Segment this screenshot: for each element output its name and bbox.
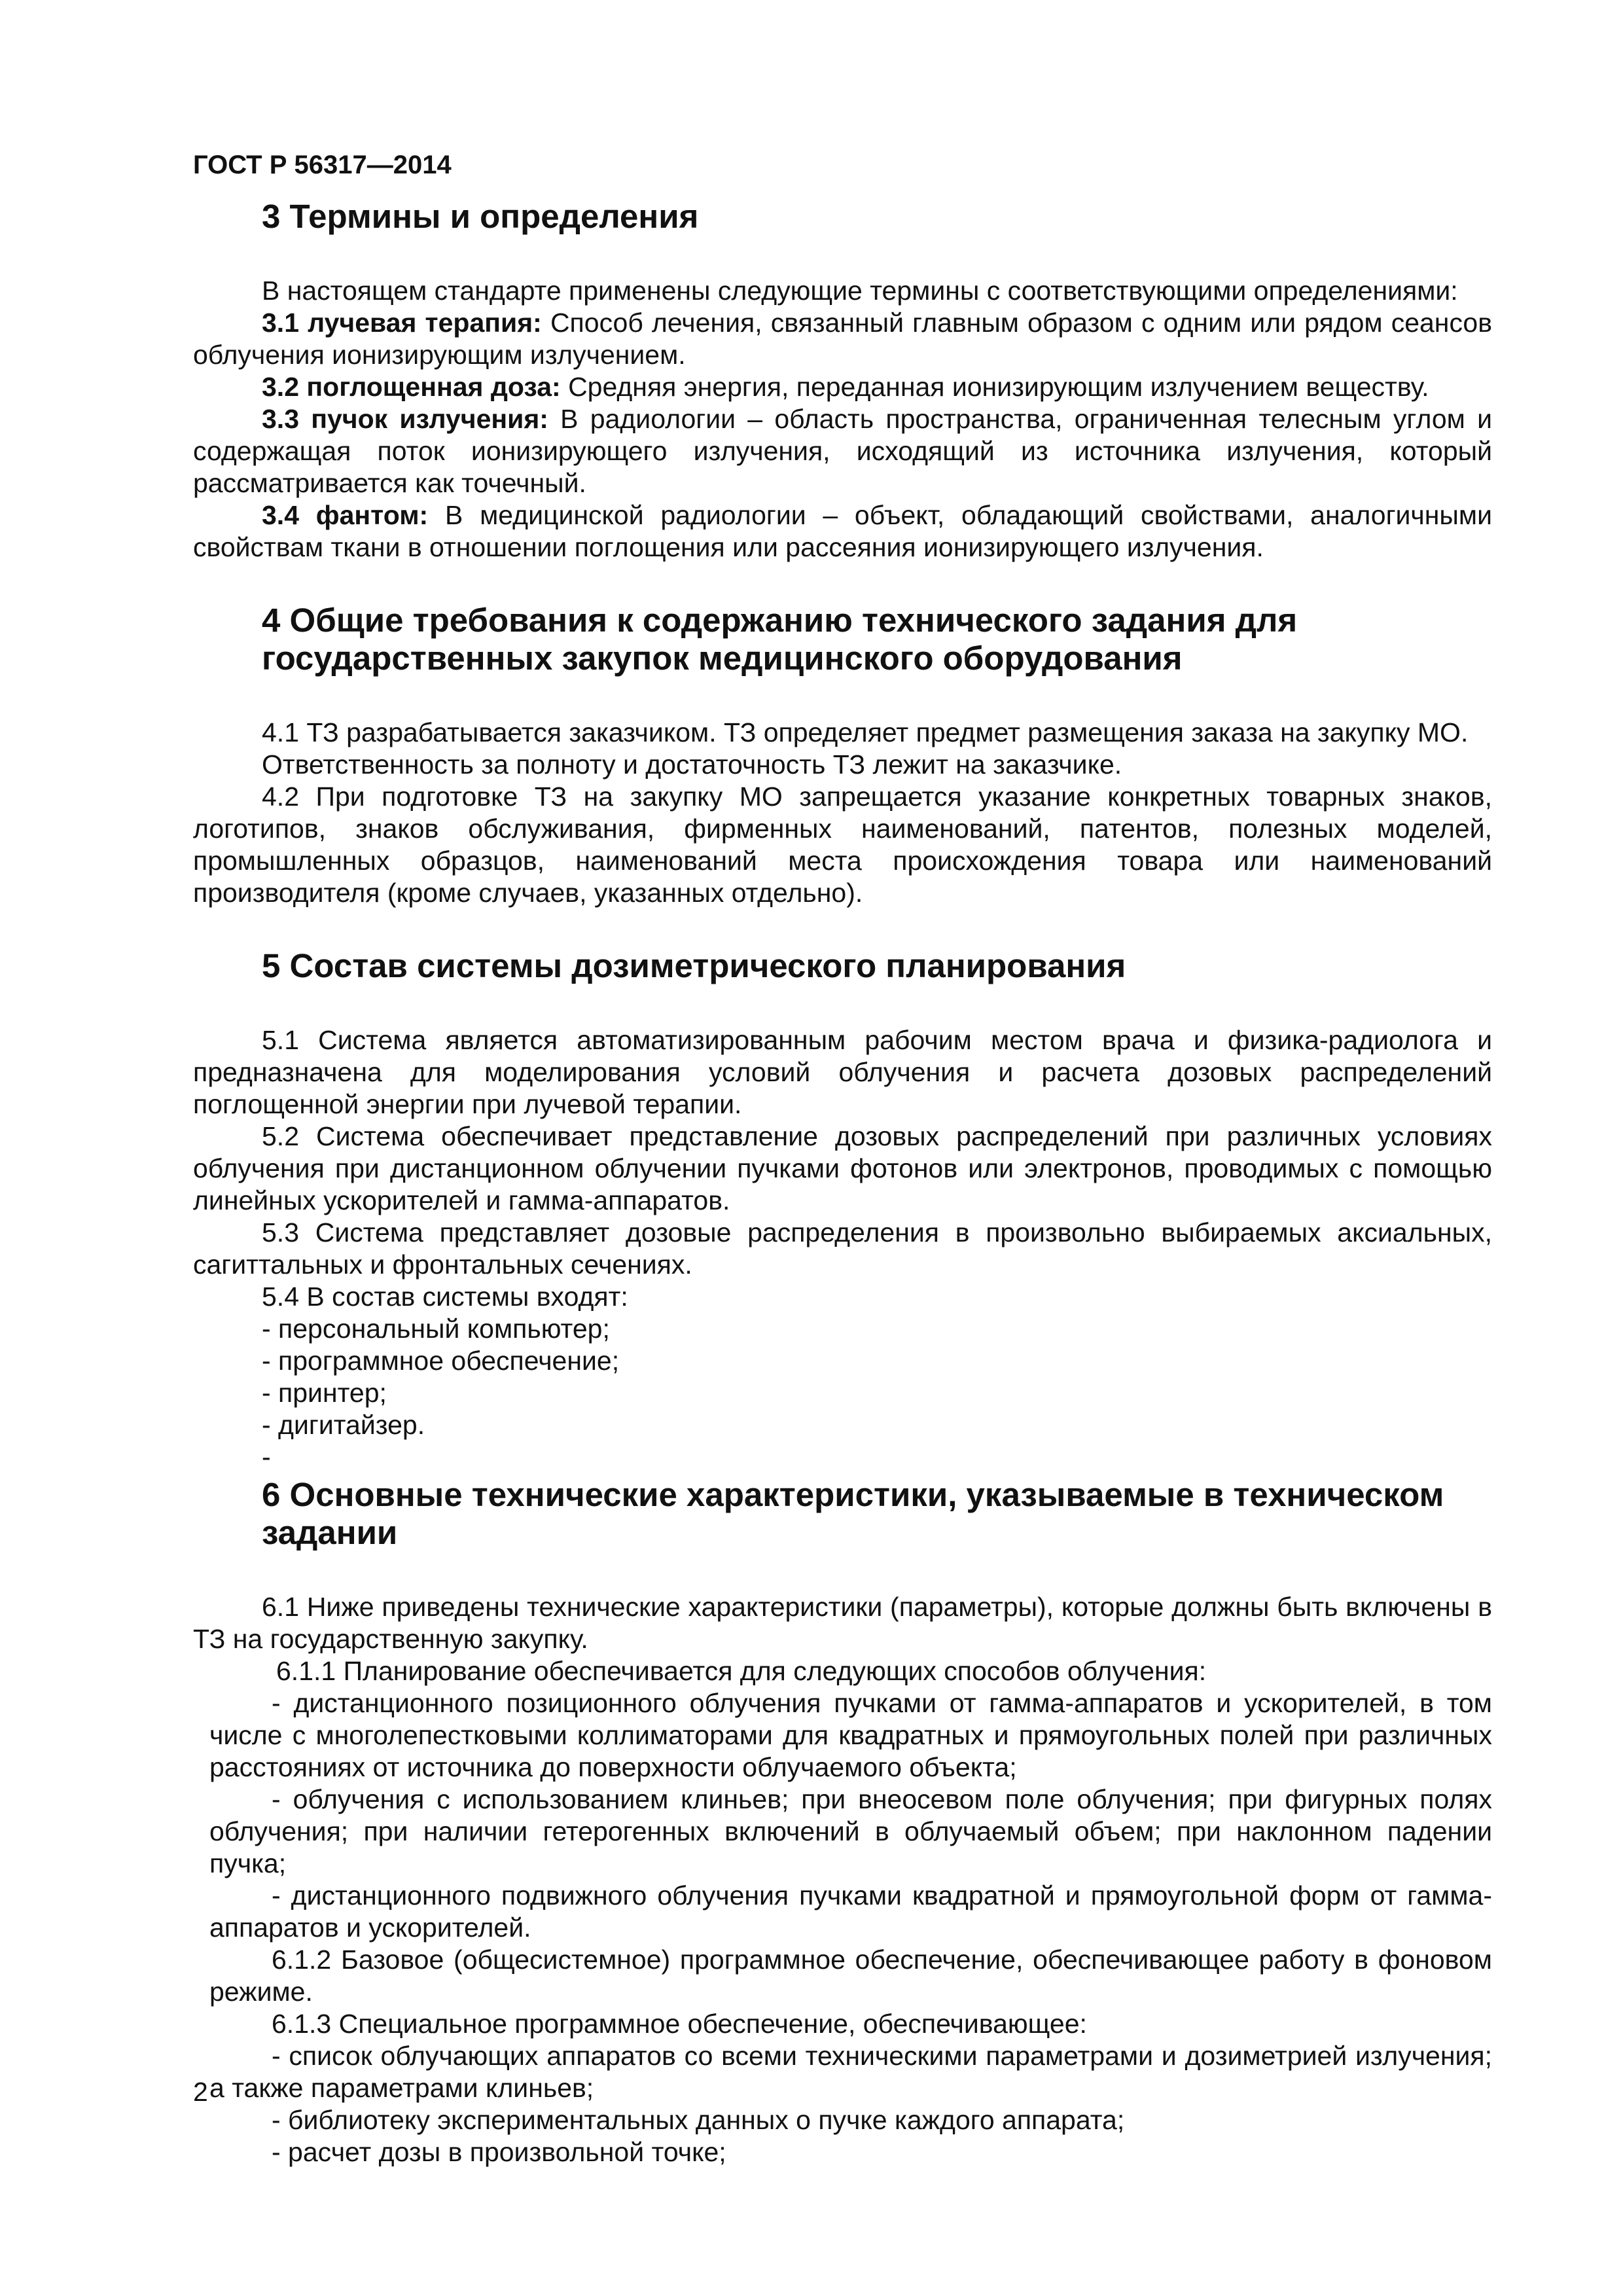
section-3-title: 3 Термины и определения — [262, 198, 699, 235]
list-item: - — [262, 1442, 271, 1472]
term-3-4 — [193, 499, 1492, 564]
clause-6-1-3: 6.1.3 Специальное программное обеспечение, обеспечивающее: — [272, 2009, 1087, 2039]
section-3-intro: В настоящем стандарте применены следующие термины с соответствующими определениями: — [262, 276, 1458, 306]
document-header: ГОСТ Р 56317—2014 — [193, 151, 452, 179]
clause-6-1-1: 6.1.1 Планирование обеспечивается для следующих способов облучения: — [276, 1656, 1207, 1686]
term-3-1 — [193, 307, 1492, 371]
section-6-title: 6 Основные технические характеристики, указываемые в техническом задании — [262, 1476, 1444, 1551]
clause-6-1-1-dash-2: - облучения с использованием клиньев; при внеосевом поле облучения; при фигурных полях облучения; при наличии гетерогенных включений в облучаемый объем; при наклонном падении пучка; — [209, 1784, 1492, 1878]
clause-5-4: 5.4 В состав системы входят: — [262, 1282, 628, 1312]
section-4-title: 4 Общие требования к содержанию технического задания для государственных закупок медицинского оборудования — [262, 601, 1298, 677]
term-3-4-text: В медицинской радиологии – объект, обладающий свойствами, аналогичными свойствам ткани в отношении поглощения или рассеяния ионизирующего излучения. — [193, 500, 1492, 562]
clause-4-1: 4.1 ТЗ разрабатывается заказчиком. ТЗ определяет предмет размещения заказа на закупку МО. — [262, 717, 1469, 747]
clause-6-1-3-dash-3: - расчет дозы в произвольной точке; — [272, 2137, 726, 2167]
clause-5-1: 5.1 Система является автоматизированным рабочим местом врача и физика-радиолога и предназначена для моделирования условий облучения и расчета дозовых распределений поглощенной энергии при лучевой терапии. — [193, 1025, 1492, 1119]
clause-5-2: 5.2 Система обеспечивает представление дозовых распределений при различных условиях облучения при дистанционном облучении пучками фотонов или электронов, проводимых с помощью линейных ускорителей и гамма-аппаратов. — [193, 1121, 1492, 1215]
clause-6-1-2: 6.1.2 Базовое (общесистемное) программное обеспечение, обеспечивающее работу в фоновом режиме. — [209, 1945, 1492, 2007]
clause-6-1-3-dash-1: - список облучающих аппаратов со всеми техническими параметрами и дозиметрией излучения; а также параметрами клиньев; — [209, 2041, 1492, 2103]
clause-5-3: 5.3 Система представляет дозовые распределения в произвольно выбираемых аксиальных, сагиттальных и фронтальных сечениях. — [193, 1217, 1492, 1280]
term-3-3-label: 3.3 пучок излучения: — [262, 404, 548, 434]
section-5-title: 5 Состав системы дозиметрического планирования — [262, 947, 1126, 984]
clause-6-1-3-dash-2: - библиотеку экспериментальных данных о пучке каждого аппарата; — [272, 2105, 1125, 2135]
term-3-4-label: 3.4 фантом: — [262, 500, 429, 530]
term-3-3-text: В радиологии – область пространства, ограниченная телесным углом и содержащая поток ионизирующего излучения, исходящий из источника излучения, который рассматривается как точечный. — [193, 404, 1492, 498]
list-item: - дигитайзер. — [262, 1410, 425, 1440]
term-3-1-label: 3.1 лучевая терапия: — [262, 308, 542, 338]
clause-4-2: 4.2 При подготовке ТЗ на закупку МО запрещается указание конкретных товарных знаков, логотипов, знаков обслуживания, фирменных наименований, патентов, полезных моделей, промышленных образцов, наименований места происхождения товара или наименований производителя (кроме случаев, указанных отдельно). — [193, 781, 1492, 908]
clause-6-1: 6.1 Ниже приведены технические характеристики (параметры), которые должны быть включены в ТЗ на государственную закупку. — [193, 1592, 1492, 1654]
clause-6-1-1-dash-3: - дистанционного подвижного облучения пучками квадратной и прямоугольной форм от гамма-аппаратов и ускорителей. — [209, 1880, 1492, 1943]
clause-6-1-1-dash-1: - дистанционного позиционного облучения пучками от гамма-аппаратов и ускорителей, в том числе с многолепестковыми коллиматорами для квадратных и прямоугольных полей при различных расстояниях от источника до поверхности облучаемого объекта; — [209, 1688, 1492, 1782]
term-3-2-text: Средняя энергия, переданная ионизирующим излучением веществу. — [560, 372, 1429, 402]
list-item: - персональный компьютер; — [262, 1314, 610, 1344]
page-number: 2 — [193, 2077, 208, 2107]
term-3-2-label: 3.2 поглощенная доза: — [262, 372, 561, 402]
term-3-2 — [193, 371, 1492, 403]
list-item: - программное обеспечение; — [262, 1346, 620, 1376]
list-item: - принтер; — [262, 1378, 387, 1408]
clause-4-1-responsibility: Ответственность за полноту и достаточность ТЗ лежит на заказчике. — [262, 749, 1122, 780]
term-3-1-text: Способ лечения, связанный главным образом с одним или рядом сеансов облучения ионизирующим излучением. — [193, 308, 1492, 370]
term-3-3 — [193, 403, 1492, 499]
